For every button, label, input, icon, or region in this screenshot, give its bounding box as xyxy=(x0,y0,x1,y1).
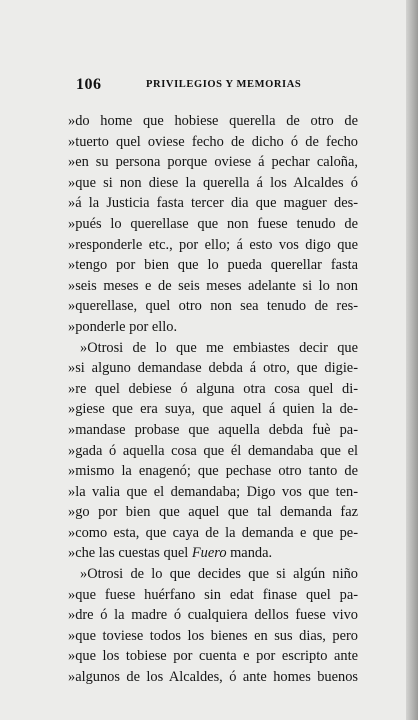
text-line: »que los tobiese por cuenta e por escripto ante xyxy=(68,648,358,665)
text-line: »do home que hobiese querella de otro de xyxy=(68,113,358,129)
text-line: »re quel debiese ó alguna otra cosa quel di- xyxy=(68,380,358,397)
text-line: »que toviese todos los bienes en sus dias, pero xyxy=(68,627,358,644)
text-line: »á la Justicia fasta tercer dia que maguer des- xyxy=(68,195,358,212)
text-line: »responderle etc., por ello; á esto vos digo que xyxy=(68,236,358,253)
emphasis-fuero: Fuero xyxy=(191,545,227,562)
text-line: »la valia que el demandaba; Digo vos que ten- xyxy=(68,483,358,500)
text-line: »go por bien que aquel que tal demanda faz xyxy=(68,504,358,521)
running-head xyxy=(76,76,356,98)
text-line-with-emphasis xyxy=(68,543,358,564)
text-line: »seis meses e de seis meses adelante si lo non xyxy=(68,277,358,294)
text-line: »tuerto quel oviese fecho de dicho ó de fecho xyxy=(68,133,358,150)
text-line: »que fuese huérfano sin edat finase quel pa- xyxy=(68,586,358,603)
text-line: »algunos de los Alcaldes, ó ante homes buenos xyxy=(68,669,358,686)
text-line: »gada ó aquella cosa que él demandaba que el xyxy=(68,442,358,459)
text-line: »tengo por bien que lo pueda querellar fasta xyxy=(68,257,358,274)
text-line: »que si non diese la querella á los Alcaldes ó xyxy=(68,174,358,191)
text-line: »pués lo querellase que non fuese tenudo de xyxy=(68,215,358,232)
text-line: »en su persona porque oviese á pechar caloña, xyxy=(68,154,358,171)
text-line: »si alguno demandase debda á otro, que digie- xyxy=(68,360,358,377)
text-line: »giese que era suya, que aquel á quien la de- xyxy=(68,401,358,418)
text-line: »querellase, quel otro non sea tenudo de res- xyxy=(68,298,358,315)
body-text xyxy=(68,111,358,688)
text-line: »Otrosi de lo que decides que si algún niño xyxy=(80,566,358,583)
text-line: »mandase probase que aquella debda fuè pa- xyxy=(68,421,358,438)
page-edge-shadow xyxy=(406,0,418,720)
text-line: »ponderle por ello. xyxy=(68,318,178,335)
text-line: »dre ó la madre ó cualquiera dellos fuese vivo xyxy=(68,607,358,624)
page-number: 106 xyxy=(76,76,102,93)
text-line: »mismo la enagenó; que pechase otro tanto de xyxy=(68,463,358,480)
text-run: manda. xyxy=(226,545,273,562)
text-run: »che las cuestas quel xyxy=(68,545,192,562)
running-head-title: PRIVILEGIOS Y MEMORIAS xyxy=(146,79,302,90)
text-line: »como esta, que caya de la demanda e que pe- xyxy=(68,524,358,541)
text-line: »Otrosi de lo que me embiastes decir que xyxy=(80,339,358,356)
